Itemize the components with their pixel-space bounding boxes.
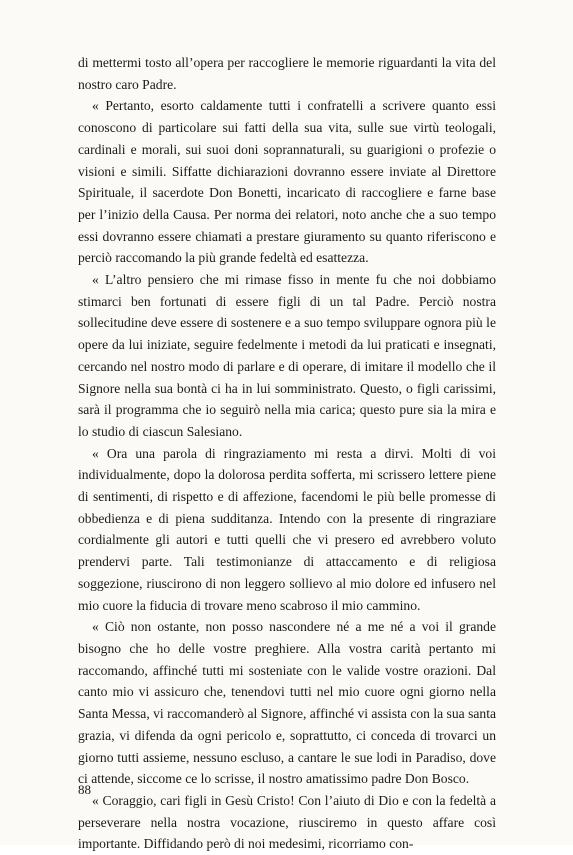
paragraph-prayers: « Ciò non ostante, non posso nascondere né a me né a voi il grande bisogno che ho delle vostre preghiere. Alla vostra carità pertanto mi raccomando, affinché tutti mi sosteniate con le valide vostre orazioni. Dal canto mio vi assicuro che, tenendovi tutti nel mio cuore ogni giorno nella Santa Messa, vi raccomanderò al Signore, affinché vi assista con la sua santa grazia, vi difenda da ogni pericolo e, soprattutto, ci conceda di trovarci un giorno tutti assieme, nessuno escluso, a cantare le sue lodi in Paradiso, dove ci attende, siccome ce lo scrisse, il nostro amatissimo padre Don Bosco. (78, 619, 497, 787)
page-number: 88 (78, 782, 91, 797)
paragraph-second-thought: « L’altro pensiero che mi rimase fisso in mente fu che noi dobbiamo stimarci ben fortunati di essere figli di un tal Padre. Perciò nostra sollecitudine deve essere di sostenere e a suo tempo sviluppare ognora più le opere da lui iniziate, seguire fedelmente i metodi da lui praticati e insegnati, cercando nel nostro modo di parlare e di operare, di imitare il modello che il Signore nella sua bontà ci ha in lui somministrato. Questo, o figli carissimi, sarà il programma che io seguirò nella mia carica; questo pure sia la mira e lo studio di ciascun Salesiano. (78, 272, 496, 439)
paragraph-exhortation: « Pertanto, esorto caldamente tutti i confratelli a scrivere quanto essi conoscono di particolare sui fatti della sua vita, sulle sue virtù teologali, cardinali e morali, sui suoi doni soprannaturali, su guarigioni o profezie o visioni e simili. Siffatte dichiarazioni dovranno essere inviate al Direttore Spirituale, il sacerdote Don Bonetti, incaricato di raccogliere e farne base per l’inizio della Causa. Per norma dei relatori, noto anche che a suo tempo essi dovranno essere chiamati a prestare giuramento su quanto riferiscono e perciò raccomando la più grande fedeltà ed esattezza. (78, 98, 496, 266)
paragraph-continuation: di mettermi tosto all’opera per raccogliere le memorie riguardanti la vita del nostro caro Padre. (78, 55, 496, 92)
paragraph-courage: « Coraggio, cari figli in Gesù Cristo! Con l’aiuto di Dio e con la fedeltà a perseverare nella nostra vocazione, riusciremo in questo affare così importante. Diffidando però di noi medesimi, ricorriamo con- (78, 792, 496, 852)
paragraph-thanks: « Ora una parola di ringraziamento mi resta a dirvi. Molti di voi individualmente, dopo la dolorosa perdita sofferta, mi scrissero lettere piene di sentimenti, di rispetto e di affezione, facendomi le più belle promesse di obbedienza e di piena sudditanza. Intendo con la presente di ringraziare cordialmente gli autori e tutti quelli che vi presero ed avrebbero voluto prendervi parte. Tali testimonianze di attaccamento e di religiosa soggezione, riuscirono di non leggero sollievo al mio dolore ed infusero nel mio cuore la fiducia di trovare meno scabroso il mio cammino. (78, 445, 496, 613)
body-text (78, 52, 496, 855)
